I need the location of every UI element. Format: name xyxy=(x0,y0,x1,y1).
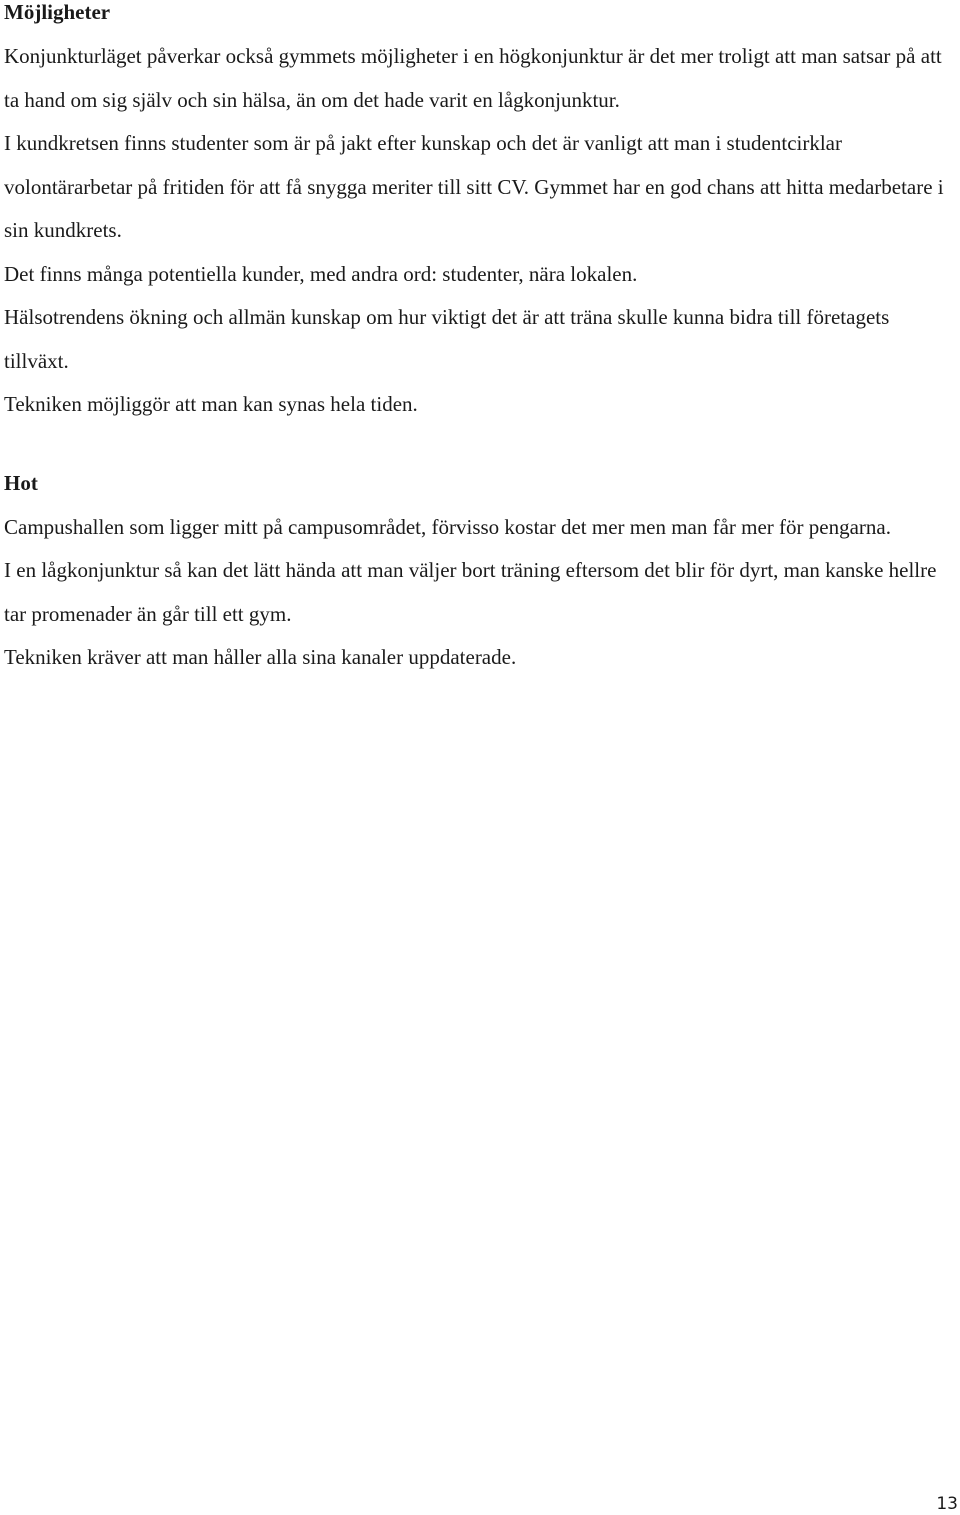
paragraph: Tekniken kräver att man håller alla sina kanaler uppdaterade. xyxy=(4,645,517,669)
section-title: Möjligheter xyxy=(4,0,111,24)
paragraph: Hälsotrendens ökning och allmän kunskap om hur viktigt det är att träna skulle kunna bidra till företagets tillväxt. xyxy=(4,305,890,373)
paragraph: Det finns många potentiella kunder, med andra ord: studenter, nära lokalen. xyxy=(4,261,638,286)
page-number: 13 xyxy=(936,1494,958,1514)
paragraph: Tekniken möjliggör att man kan synas hela tiden. xyxy=(4,392,418,416)
paragraph: Campushallen som ligger mitt på campusområdet, förvisso kostar det mer men man får mer för pengarna. xyxy=(4,514,891,539)
section-hot xyxy=(4,471,956,680)
section-mojligheter xyxy=(4,0,956,427)
paragraph: I kundkretsen finns studenter som är på jakt efter kunskap och det är vanligt att man i studentcirklar volontärarbetar på fritiden för att få snygga meriter till sitt CV. Gymmet har en god chans att hitta medarbetare i sin kundkrets. xyxy=(4,131,944,242)
document-page xyxy=(4,0,956,680)
paragraph: Konjunkturläget påverkar också gymmets möjligheter i en högkonjunktur är det mer troligt att man satsar på att ta hand om sig själv och sin hälsa, än om det hade varit en lågkonjunktur. xyxy=(4,44,942,112)
section-title: Hot xyxy=(4,470,38,495)
paragraph: I en lågkonjunktur så kan det lätt hända att man väljer bort träning eftersom det blir för dyrt, man kanske hellre tar promenader än går till ett gym. xyxy=(4,558,937,626)
